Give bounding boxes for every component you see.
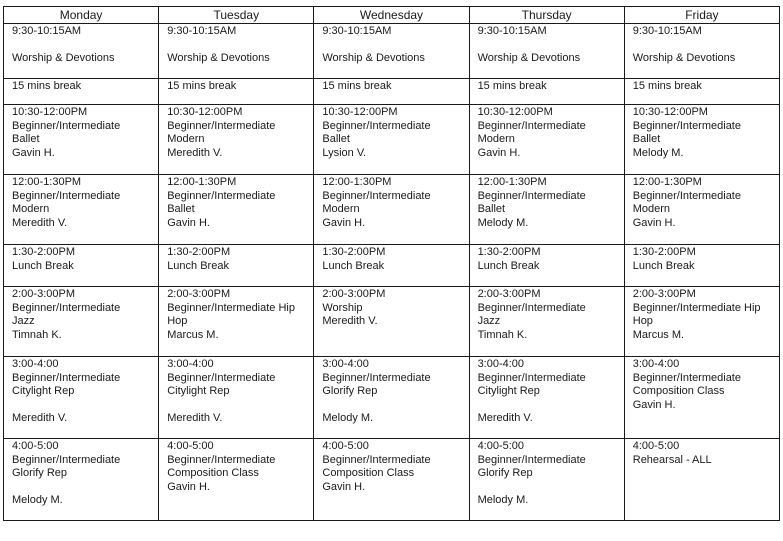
schedule-cell	[159, 79, 314, 105]
time-range: 1:30-2:00PM	[167, 246, 231, 258]
time-range: 15 mins break	[477, 80, 547, 92]
cell-text: Gavin H.	[632, 398, 676, 411]
cell-text: Beginner/Intermediate	[477, 301, 586, 314]
cell-text: Jazz	[12, 315, 35, 327]
schedule-cell	[159, 245, 314, 287]
schedule-cell	[314, 175, 469, 245]
cell-text: Lunch Break	[477, 259, 540, 272]
day-header-friday: Friday	[624, 7, 779, 24]
cell-text: Beginner/Intermediate	[632, 119, 741, 132]
cell-text: Lunch Break	[322, 259, 385, 272]
schedule-cell	[469, 175, 624, 245]
cell-text: Meredith V.	[167, 412, 223, 424]
cell-text	[633, 39, 777, 53]
time-range: 4:00-5:00	[322, 440, 369, 452]
time-range: 1:30-2:00PM	[12, 246, 75, 258]
time-range: 3:00-4:00	[477, 358, 525, 370]
time-range: 3:00-4:00	[12, 358, 59, 370]
cell-text: Beginner/Intermediate	[12, 371, 121, 384]
weekly-schedule-table	[3, 6, 780, 521]
schedule-cell	[624, 175, 779, 245]
time-range: 10:30-12:00PM	[477, 106, 553, 118]
cell-text	[12, 399, 156, 413]
schedule-cell	[469, 24, 624, 79]
cell-text: Timnah K.	[12, 328, 62, 341]
time-range: 12:00-1:30PM	[12, 176, 82, 188]
cell-text	[478, 399, 622, 413]
cell-text: Gavin H.	[12, 146, 55, 159]
schedule-cell	[4, 245, 159, 287]
cell-text	[478, 481, 622, 495]
time-range: 4:00-5:00	[477, 440, 525, 452]
cell-text: Timnah K.	[477, 328, 528, 341]
cell-text: Beginner/Intermediate	[632, 189, 741, 202]
header-row	[4, 7, 780, 24]
schedule-cell	[314, 287, 469, 357]
cell-text	[12, 481, 156, 495]
time-slot-row	[4, 79, 780, 105]
cell-text: Worship & Devotions	[12, 52, 115, 64]
time-range: 9:30-10:15AM	[477, 25, 547, 37]
cell-text: Beginner/Intermediate	[322, 453, 431, 466]
time-range: 4:00-5:00	[12, 440, 59, 452]
schedule-cell	[159, 439, 314, 521]
cell-text: Beginner/Intermediate	[167, 453, 276, 466]
cell-text: Gavin H.	[322, 480, 366, 493]
cell-text: Modern	[477, 133, 515, 145]
time-range: 2:00-3:00PM	[477, 288, 541, 300]
cell-text: Glorify Rep	[322, 385, 378, 397]
schedule-cell	[624, 245, 779, 287]
schedule-cell	[624, 105, 779, 175]
time-range: 1:30-2:00PM	[322, 246, 386, 258]
day-header-tuesday: Tuesday	[159, 7, 314, 24]
cell-text: Beginner/Intermediate	[477, 453, 586, 466]
cell-text: Modern	[322, 203, 360, 215]
cell-text: Beginner/Intermediate	[167, 119, 276, 132]
schedule-cell	[624, 287, 779, 357]
time-range: 15 mins break	[632, 80, 702, 92]
time-range: 4:00-5:00	[632, 440, 680, 452]
time-range: 10:30-12:00PM	[322, 106, 398, 118]
time-range: 10:30-12:00PM	[12, 106, 88, 118]
cell-text: Hop	[167, 315, 188, 327]
cell-text: Melody M.	[632, 146, 684, 159]
cell-text: Citylight Rep	[167, 385, 230, 397]
time-range: 2:00-3:00PM	[322, 288, 386, 300]
cell-text: Melody M.	[477, 216, 529, 229]
schedule-body	[4, 24, 780, 521]
schedule-cell	[159, 175, 314, 245]
schedule-cell	[624, 79, 779, 105]
schedule-cell	[4, 105, 159, 175]
schedule-cell	[469, 105, 624, 175]
schedule-cell	[469, 357, 624, 439]
time-range: 3:00-4:00	[632, 358, 680, 370]
schedule-cell	[159, 105, 314, 175]
cell-text: Lunch Break	[12, 259, 74, 272]
day-header-wednesday: Wednesday	[314, 7, 469, 24]
cell-text: Beginner/Intermediate	[167, 371, 276, 384]
time-range: 12:00-1:30PM	[477, 176, 547, 188]
schedule-cell	[469, 245, 624, 287]
cell-text: Gavin H.	[167, 480, 210, 493]
cell-text: Worship & Devotions	[322, 52, 425, 64]
schedule-cell	[469, 79, 624, 105]
cell-text	[478, 39, 622, 53]
time-range: 4:00-5:00	[167, 440, 214, 452]
cell-text: Lysion V.	[322, 146, 367, 159]
cell-text: Gavin H.	[167, 216, 210, 229]
cell-text: Ballet	[167, 203, 195, 215]
time-range: 12:00-1:30PM	[167, 176, 237, 188]
cell-text	[167, 39, 311, 53]
schedule-cell	[4, 287, 159, 357]
cell-text: Glorify Rep	[477, 467, 533, 479]
schedule-cell	[469, 439, 624, 521]
cell-text	[322, 39, 466, 53]
cell-text	[12, 39, 156, 53]
cell-text: Worship & Devotions	[632, 52, 736, 64]
cell-text: Beginner/Intermediate	[12, 119, 121, 132]
time-range: 10:30-12:00PM	[167, 106, 243, 118]
schedule-cell	[314, 24, 469, 79]
cell-text: Hop	[632, 315, 653, 327]
time-range: 3:00-4:00	[322, 358, 369, 370]
time-range: 1:30-2:00PM	[632, 246, 696, 258]
schedule-cell	[4, 357, 159, 439]
schedule-cell	[314, 357, 469, 439]
time-range: 2:00-3:00PM	[12, 288, 75, 300]
cell-text: Melody M.	[322, 412, 374, 424]
day-header-monday: Monday	[4, 7, 159, 24]
time-range: 10:30-12:00PM	[632, 106, 708, 118]
time-range: 1:30-2:00PM	[477, 246, 541, 258]
cell-text: Meredith V.	[322, 315, 378, 327]
cell-text: Lunch Break	[167, 259, 229, 272]
cell-text: Beginner/Intermediate Hip	[167, 301, 295, 314]
cell-text: Ballet	[632, 133, 661, 145]
cell-text: Melody M.	[12, 494, 63, 506]
cell-text: Meredith V.	[477, 412, 533, 424]
cell-text: Citylight Rep	[12, 385, 75, 397]
cell-text: Beginner/Intermediate	[12, 453, 121, 466]
time-range: 15 mins break	[322, 80, 392, 92]
time-slot-row	[4, 287, 780, 357]
schedule-cell	[624, 24, 779, 79]
cell-text: Modern	[12, 203, 50, 215]
cell-text: Beginner/Intermediate	[12, 301, 121, 314]
cell-text	[322, 399, 466, 413]
time-slot-row	[4, 24, 780, 79]
time-range: 15 mins break	[167, 80, 237, 92]
schedule-cell	[624, 357, 779, 439]
cell-text: Modern	[167, 133, 205, 145]
time-range: 9:30-10:15AM	[632, 25, 702, 37]
schedule-cell	[159, 357, 314, 439]
cell-text: Lunch Break	[632, 259, 695, 272]
cell-text: Worship & Devotions	[477, 52, 581, 64]
time-range: 3:00-4:00	[167, 358, 214, 370]
cell-text: Composition Class	[167, 467, 259, 479]
cell-text: Marcus M.	[167, 328, 219, 341]
time-range: 9:30-10:15AM	[322, 25, 392, 37]
cell-text: Gavin H.	[632, 216, 676, 229]
cell-text	[167, 399, 311, 413]
time-range: 9:30-10:15AM	[12, 25, 82, 37]
schedule-cell	[314, 439, 469, 521]
cell-text: Ballet	[12, 133, 40, 145]
time-slot-row	[4, 439, 780, 521]
cell-text: Beginner/Intermediate Hip	[632, 301, 761, 314]
cell-text: Worship & Devotions	[167, 52, 270, 64]
cell-text: Glorify Rep	[12, 467, 68, 479]
cell-text: Rehearsal - ALL	[632, 453, 712, 466]
cell-text: Beginner/Intermediate	[322, 189, 431, 202]
time-range: 9:30-10:15AM	[167, 25, 237, 37]
schedule-cell	[469, 287, 624, 357]
time-range: 2:00-3:00PM	[167, 288, 231, 300]
time-slot-row	[4, 175, 780, 245]
cell-text: Meredith V.	[12, 216, 68, 229]
cell-text: Composition Class	[632, 385, 725, 397]
cell-text: Worship	[322, 301, 363, 314]
cell-text: Beginner/Intermediate	[322, 119, 431, 132]
cell-text: Ballet	[322, 133, 350, 145]
schedule-cell	[4, 439, 159, 521]
time-slot-row	[4, 105, 780, 175]
cell-text: Beginner/Intermediate	[477, 119, 586, 132]
schedule-cell	[4, 175, 159, 245]
cell-text: Citylight Rep	[477, 385, 540, 397]
cell-text: Ballet	[477, 203, 506, 215]
time-slot-row	[4, 357, 780, 439]
cell-text: Beginner/Intermediate	[632, 371, 741, 384]
cell-text: Meredith V.	[167, 146, 223, 159]
cell-text: Gavin H.	[322, 216, 366, 229]
cell-text: Beginner/Intermediate	[322, 371, 431, 384]
cell-text: Beginner/Intermediate	[477, 371, 586, 384]
cell-text: Beginner/Intermediate	[167, 189, 276, 202]
schedule-cell	[159, 24, 314, 79]
time-range: 15 mins break	[12, 80, 82, 92]
schedule-cell	[314, 79, 469, 105]
schedule-cell	[314, 245, 469, 287]
cell-text: Jazz	[477, 315, 501, 327]
schedule-cell	[4, 24, 159, 79]
cell-text: Composition Class	[322, 467, 415, 479]
cell-text: Meredith V.	[12, 412, 68, 424]
schedule-cell	[314, 105, 469, 175]
schedule-cell	[4, 79, 159, 105]
cell-text: Marcus M.	[632, 328, 685, 341]
cell-text: Beginner/Intermediate	[477, 189, 586, 202]
cell-text: Modern	[632, 203, 671, 215]
cell-text: Beginner/Intermediate	[12, 189, 121, 202]
schedule-cell	[624, 439, 779, 521]
cell-text: Gavin H.	[477, 146, 521, 159]
schedule-cell	[159, 287, 314, 357]
time-range: 2:00-3:00PM	[632, 288, 696, 300]
day-header-thursday: Thursday	[469, 7, 624, 24]
time-slot-row	[4, 245, 780, 287]
time-range: 12:00-1:30PM	[322, 176, 392, 188]
cell-text: Melody M.	[477, 494, 529, 506]
time-range: 12:00-1:30PM	[632, 176, 702, 188]
